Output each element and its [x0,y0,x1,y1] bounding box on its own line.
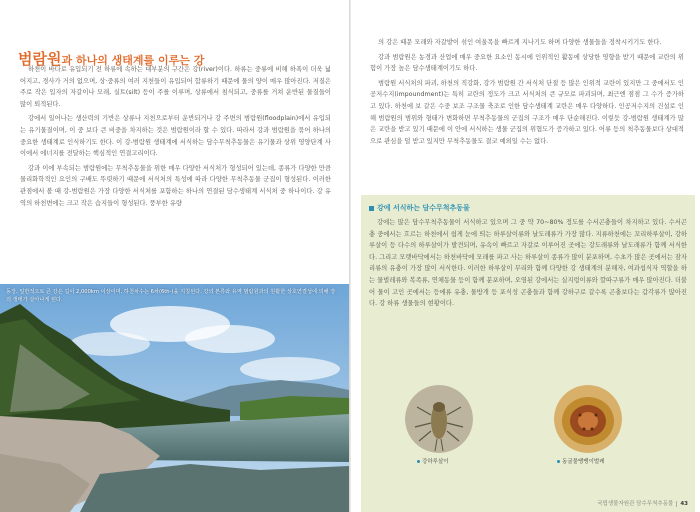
box-heading-text: 강에 서식하는 담수무척추동물 [377,204,470,212]
paragraph: 의 강은 때문 모래와 자갈밭이 섞인 여울목을 빠르게 지나기도 하며 다양한 생물들을 정착시키기도 한다. [378,39,662,46]
paragraph: 범람원 서식처의 파괴, 하천의 직강화, 강가 범람원 간 서식처 단절 등 많은 인위적 교란이 있지만 그 중에서도 인공저수지(impoundment)는 특히 교란의 정도가 크고 서식처의 큰 규모로 파괴되며, 최근엔 점점 그 수가 증가하고 있다. 하천에 보 같은 수중 보조 구조물 축조로 인한 담수생태계 교란은 매우 다양하다. 인공저수지의 건설로 인해 범람원의 범위와 형태가 변화하면 무척추동물의 군집의 구조가 매우 단순해진다. 이렇듯 강-범람원 생태계가 많은 교란을 받고 있기 때문에 이 안에 서식하는 생물 군집의 위협도가 증가하고 있다. 어류 등의 척추동물보다 상대적으로 관심을 덜 받고 있지만 무척추동물도 결코 예외일 수는 없다. [370,79,684,145]
photo-caption: 동강. 일반적으로 큰 강은 길이 2,000km 이상이며, 하천차수는 6차(6th-)을 지칭된다. 강의 본류와 유역 범람원과의 원활한 상호연결성에 의해 강의 생태가 살아나게 된다. [6,289,336,303]
title-main: 범람원 [18,50,62,68]
left-page [0,0,349,512]
box-heading [369,203,470,213]
specimen-caption-1 [417,457,449,465]
paragraph: 강과 범람원은 농경과 산업에 매우 중요한 요소인 동시에 인위적인 활동에 상당한 영향을 받기 때문에 교란의 위험이 가장 높은 담수생태계이기도 하다. [370,53,684,73]
specimen-photo-1 [405,385,473,453]
bullet-dot-icon [557,460,560,463]
footer-divider [676,501,677,507]
right-body [370,37,684,150]
paragraph: 강에는 많은 담수무척추동물이 서식하고 있으며 그 중 약 70~80% 정도를 수서곤충들이 차지하고 있다. 수서곤충 중에서는 흐르는 하천에서 쉽게 눈에 띄는 하루살이류와 날도래류가 가장 많다. 지류하천에는 꼬리하루살이, 강하루살이 등 다수의 하루살이가 발견되며, 유속이 빠르고 자갈로 이루어진 곳에는 강도래류와 날도래류가 함께 서식한다. 그리고 모랫바닥에서는 하천바닥에 모래를 파고 사는 하루살이 종류가 많이 분포하며, 수초가 많은 곳에서는 잠자리류의 유충이 가장 많이 서식한다. 이러한 하루살이 무리와 함께 다양한 강 생태계의 분해자, 여과섭식자 역할을 하는 물벌레류와 복족류, 연체동물 등이 함께 분포하며, 오염된 강에서는 실지렁이류와 깔따구류가 매우 많아진다. 더불어 물이 고인 곳에서는 등에류 유충, 물방개 등 포식성 곤충들과 함께 강하구로 갈수록 곤충보다는 갑각류가 많아진다. 강 하류 생물들의 현황이다. [369,219,687,308]
specimen-name: 강하루살이 [422,459,449,465]
footer-book-title: 국립생물자원관 담수무척추동물 [597,501,674,507]
paragraph: 강에서 일어나는 생산력의 기반은 상류나 지천으로부터 운반되거나 강 주변의 범람원(floodplain)에서 유입되는 유기물질이며, 이 중 보다 큰 비중을 차지하는 것은 범람원이라 할 수 있다. 따라서 강과 범람원을 묶어 하나의 중요한 생태계로 인식하기도 한다. 이 강-범람원 생태계에 서식하는 담수무척추동물은 유기물과 상위 영양단계 사이에서 에너지를 전달하는 핵심적인 연결고리이다. [20,115,331,158]
page-footer [597,499,688,507]
page-number: 43 [680,501,688,507]
square-bullet-icon [369,206,374,211]
left-body [20,64,331,212]
specimen-name: 동굴물땡땡이벌레 [562,459,605,465]
specimen-photo-2 [554,385,622,453]
specimen-caption-2 [557,457,605,465]
box-body [369,217,687,313]
bullet-dot-icon [417,460,420,463]
paragraph: 강과 이에 부속되는 범람원에는 무척추동물을 위한 매우 다양한 서식처가 형성되어 있는데, 종류가 다양한 만큼 물리화학적인 요인의 구배도 뚜렷하기 때문에 서식처의 특성에 따라 다양한 무척추동물 군집이 형성된다. 이러한 관점에서 볼 때 강-범람원은 가장 다양한 서식처를 포함하는 하나의 연결된 담수생태계 서식처 중 하나이다. 강 유역의 하천변에는 크고 작은 습지들이 형성된다. 풍부한 유량 [20,164,331,207]
title-sub: 과 하나의 생태계를 이루는 강 [61,54,205,67]
right-page [351,0,700,512]
paragraph: 하천이 바다로 유입되기 전 하류에 속하는 대부분의 구간은 강(river)이다. 하류는 중류에 비해 하폭이 더욱 넓어지고, 경사가 거의 없으며, 상·중류의 여러 지천들이 유입되어 합류하기 때문에 물의 양이 매우 많아진다. 저질은 주로 작은 입자의 자갈이나 모래, 실트(silt) 등이 주를 이루며, 상류에서 침식되고, 중류를 거쳐 운반된 물질들이 많이 퇴적된다. [20,66,331,108]
river-photo [0,284,349,512]
info-box [361,195,695,512]
